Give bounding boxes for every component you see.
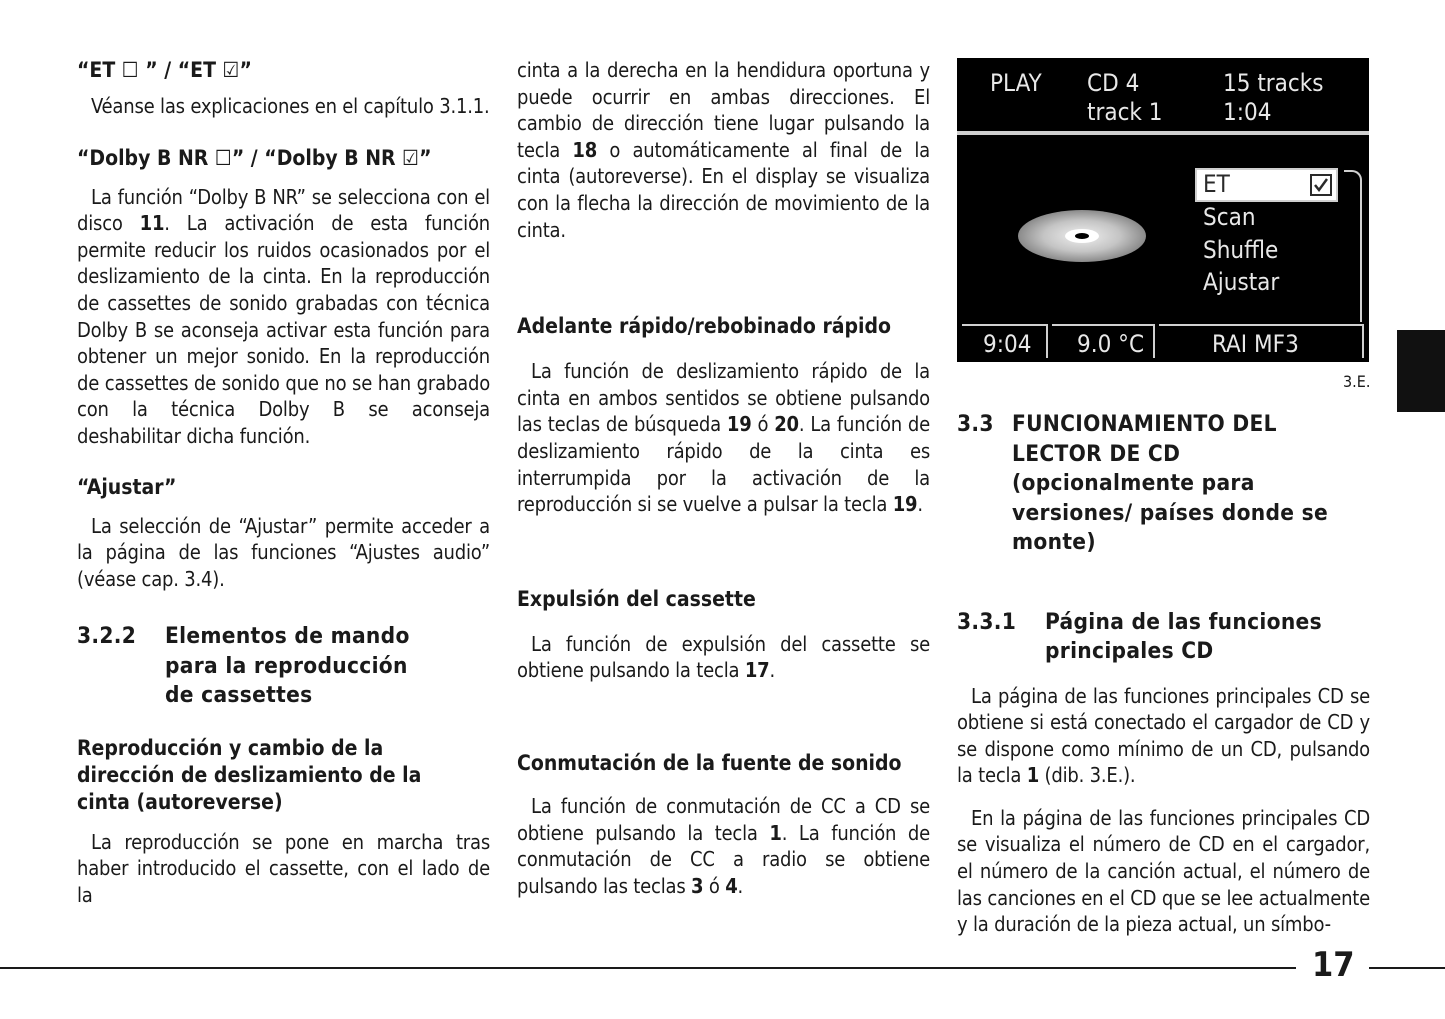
column-right: [957, 410, 1370, 938]
cd-disc-icon: [1017, 208, 1147, 264]
heading-reproduccion: Reproducción y cambio de la dirección de deslizamiento de la cinta (autoreverse): [77, 735, 422, 814]
heading-dolby: “Dolby B NR ☐” / “Dolby B NR ☑”: [77, 145, 432, 170]
display-track-count: 15 tracks: [1223, 69, 1324, 97]
column-left: [77, 52, 490, 909]
checkbox-checked-icon: [1310, 174, 1332, 196]
paragraph-cd-page-content: En la página de las funciones principales CD se visualiza el número de CD en el cargador, el número de la canción actual, el número de las canciones en el CD que se lee actualmente y la duración de la pieza actual, un símbo-: [957, 805, 1370, 937]
paragraph-autoreverse-cont: cinta a la derecha en la hendidura oportuna y puede ocurrir en ambas direcciones. El cambio de dirección tiene lugar pulsando la tecla 18 o automáticamente al final de la cinta (autoreverse). En el display se visualiza con la flecha la dirección de movimiento de la cinta.: [517, 58, 931, 242]
heading-source: Conmutación de la fuente de sonido: [517, 750, 902, 775]
paragraph-et: Véanse las explicaciones en el capítulo 3.1.1.: [91, 94, 490, 118]
column-middle: [517, 52, 930, 899]
heading-et: “ET ☐ ” / “ET ☑”: [77, 58, 252, 82]
paragraph-eject: La función de expulsión del cassette se obtiene pulsando la tecla 17.: [517, 631, 930, 683]
paragraph-reproduccion: La reproducción se pone en marcha tras haber introducido el cassette, con el lado de la: [77, 829, 490, 907]
display-temperature: 9.0 °C: [1077, 330, 1145, 358]
page-number: 17: [1312, 945, 1355, 985]
heading-ajustar: “Ajustar”: [77, 474, 177, 499]
display-time: 1:04: [1223, 98, 1272, 126]
section-title: Elementos de mando para la reproducción de cassettes: [165, 623, 410, 709]
section-3-2-2: [77, 622, 490, 711]
heading-eject: Expulsión del cassette: [517, 586, 756, 611]
menu-item-ajustar[interactable]: Ajustar: [1203, 268, 1280, 296]
display-mode: PLAY: [990, 69, 1042, 97]
heading-fast-forward: Adelante rápido/rebobinado rápido: [517, 314, 892, 339]
display-station: RAI MF3: [1212, 330, 1299, 358]
paragraph-ajustar: La selección de “Ajustar” permite acceder a la página de las funciones “Ajustes audio” (véase cap. 3.4).: [77, 513, 490, 591]
menu-item-scan[interactable]: Scan: [1203, 203, 1256, 231]
display-cd-number: CD 4: [1087, 69, 1140, 97]
display-divider: [957, 131, 1369, 135]
footer-rule-right: [1369, 967, 1445, 969]
subsection-number: 3.3.1: [957, 608, 1017, 635]
display-track: track 1: [1087, 98, 1163, 126]
menu-scrollbar[interactable]: [1344, 170, 1362, 322]
section-3-3: [957, 410, 1370, 558]
paragraph-cd-page-access: La página de las funciones principales CD se obtiene si está conectado el cargador de CD y se dispone como mínimo de un CD, pulsando la tecla 1 (dib. 3.E.).: [957, 683, 1370, 788]
paragraph-dolby: La función “Dolby B NR” se selecciona con el disco 11. La activación de esta función permite reducir los ruidos ocasionados por el deslizamiento de la cinta. En la reproducción de cassettes de sonido grabadas con técnica Dolby B se aconseja activar esta función para obtener un mejor sonido. En la reproducción de cassettes de sonido que no se han grabado con la técnica Dolby B se aconseja deshabilitar dicha función.: [77, 184, 490, 448]
cd-display-figure: [957, 58, 1369, 362]
section-number: 3.2.2: [77, 623, 137, 650]
paragraph-fast-forward: La función de deslizamiento rápido de la cinta en ambos sentidos se obtiene pulsando las teclas de búsqueda 19 ó 20. La función de deslizamiento rápido de la cinta es interrumpida por la activación de la reproducción si se vuelve a pulsar la tecla 19.: [517, 359, 930, 517]
menu-item-shuffle[interactable]: Shuffle: [1203, 236, 1279, 264]
subsection-title: Página de las funciones principales CD: [1045, 608, 1322, 664]
section-3-3-1: [957, 608, 1370, 667]
paragraph-source: La función de conmutación de CC a CD se obtiene pulsando la tecla 1. La función de conmutación de CC a radio se obtiene pulsando las teclas 3 ó 4.: [517, 793, 931, 898]
display-clock: 9:04: [983, 330, 1032, 358]
section-title: FUNCIONAMIENTO DEL LECTOR DE CD (opcionalmente para versiones/ países donde se monte): [1012, 411, 1329, 555]
section-number: 3.3: [957, 411, 994, 437]
menu-item-et[interactable]: ET: [1203, 170, 1230, 198]
chapter-tab-marker: [1397, 330, 1445, 412]
footer-rule-left: [0, 967, 1296, 969]
figure-caption: 3.E.: [1343, 372, 1371, 391]
